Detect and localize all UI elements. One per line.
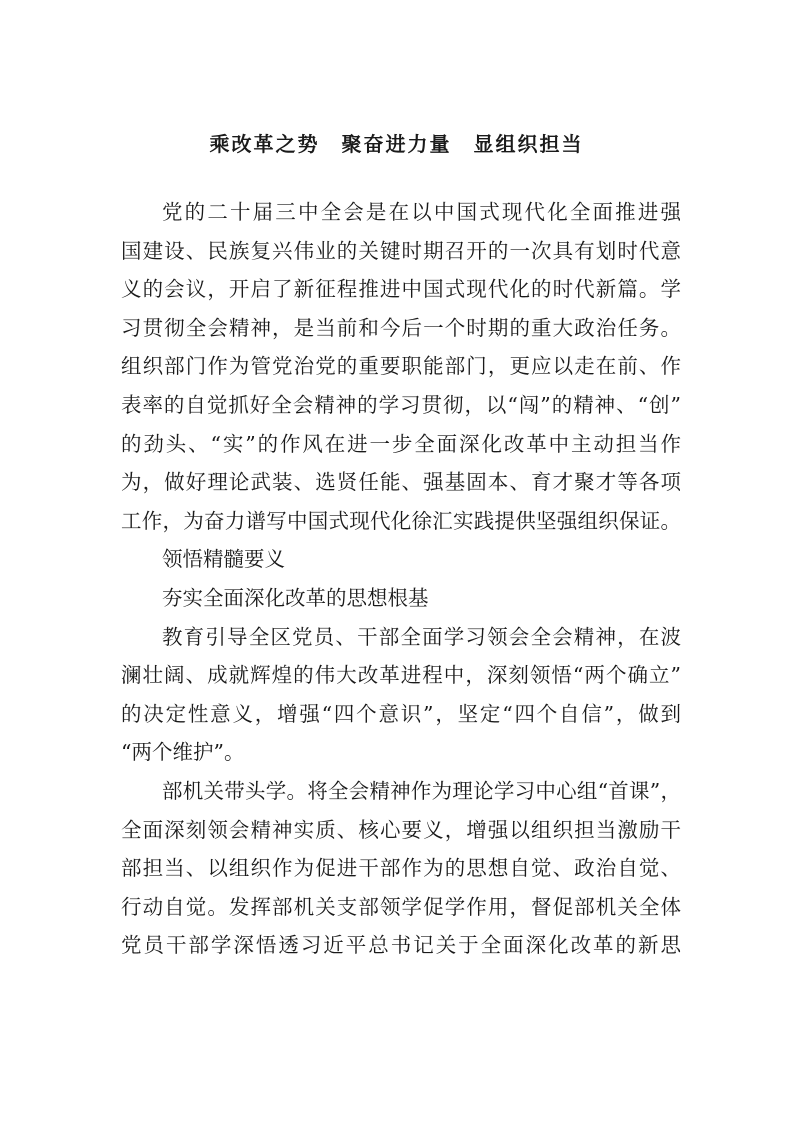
paragraph-line: 工作，为奋力谱写中国式现代化徐汇实践提供坚强组织保证。 [121, 508, 681, 533]
document-body [121, 193, 681, 965]
paragraph-line: 部担当、以组织作为促进干部作为的思想自觉、政治自觉、 [121, 856, 681, 881]
paragraph-line: 的劲头、“实”的作风在进一步全面深化改革中主动担当作 [121, 431, 681, 456]
paragraph-line: 义的会议，开启了新征程推进中国式现代化的时代新篇。学 [121, 277, 681, 302]
paragraph-line: 习贯彻全会精神，是当前和今后一个时期的重大政治任务。 [121, 315, 681, 340]
paragraph-line: 国建设、民族复兴伟业的关键时期召开的一次具有划时代意 [121, 238, 681, 263]
paragraph-line: “两个维护”。 [121, 740, 245, 765]
paragraph-line: 部机关带头学。将全会精神作为理论学习中心组“首课”， [162, 778, 681, 803]
paragraph-line: 教育引导全区党员、干部全面学习领会全会精神，在波 [162, 624, 681, 649]
paragraph-line: 的决定性意义，增强“四个意识”，坚定“四个自信”，做到 [121, 701, 681, 726]
paragraph-line: 组织部门作为管党治党的重要职能部门，更应以走在前、作 [121, 354, 681, 379]
paragraph-line: 全面深刻领会精神实质、核心要义，增强以组织担当激励干 [121, 817, 681, 842]
document-title: 乘改革之势 聚奋进力量 显组织担当 [209, 132, 584, 156]
paragraph-line: 澜壮阔、成就辉煌的伟大改革进程中，深刻领悟“两个确立” [121, 663, 681, 688]
paragraph-line: 为，做好理论武装、选贤任能、强基固本、育才聚才等各项 [121, 470, 681, 495]
paragraph-line: 表率的自觉抓好全会精神的学习贯彻，以“闯”的精神、“创” [121, 392, 681, 417]
section-subheading: 夯实全面深化改革的思想根基 [162, 585, 429, 610]
section-heading: 领悟精髓要义 [162, 547, 285, 572]
paragraph-line: 党的二十届三中全会是在以中国式现代化全面推进强 [162, 200, 681, 224]
paragraph-line: 行动自觉。发挥部机关支部领学促学作用，督促部机关全体 [121, 894, 681, 919]
paragraph-line: 党员干部学深悟透习近平总书记关于全面深化改革的新思 [121, 933, 681, 958]
